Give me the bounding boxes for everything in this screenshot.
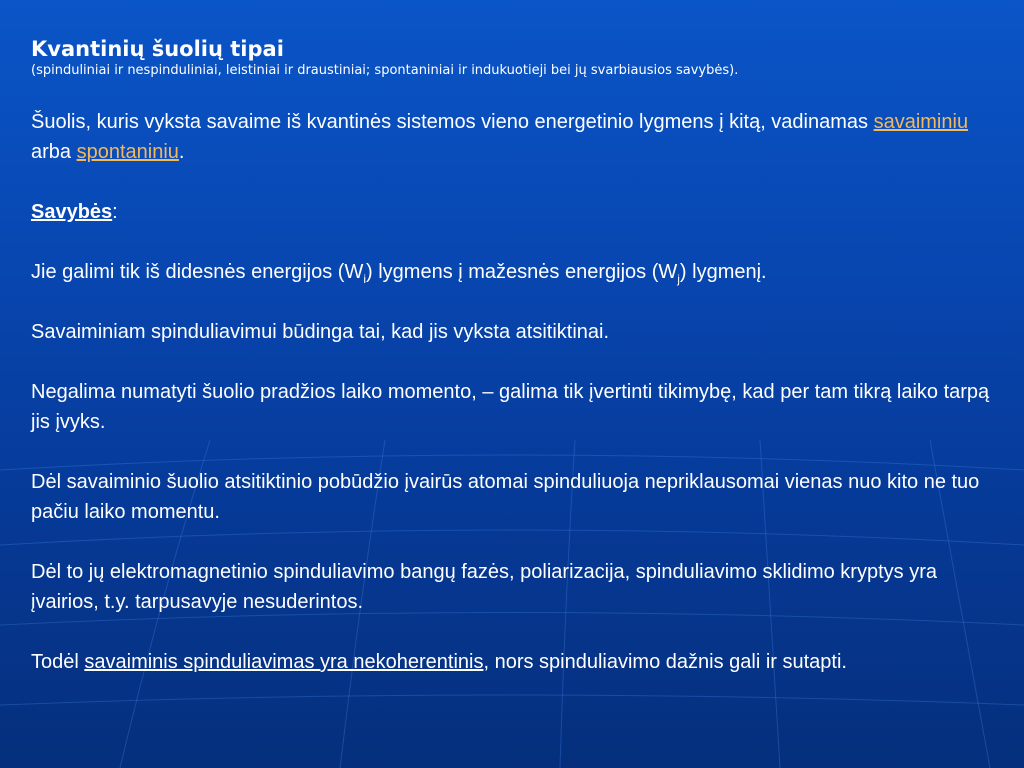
paragraph-atoms: Dėl savaiminio šuolio atsitiktinio pobūdžio įvairūs atomai spinduliuoja nepriklausomai vienas nuo kito ne tuo pačiu laiko momentu. <box>31 471 980 523</box>
paragraph-energy-levels <box>31 257 1001 287</box>
subscript-i: i <box>363 272 367 286</box>
intro-text-3: . <box>178 141 185 163</box>
subscript-j: j <box>677 272 680 286</box>
para-1-text-2: ) lygmens į mažesnės energijos (W <box>366 261 678 283</box>
properties-heading-colon: : <box>112 201 118 223</box>
intro-paragraph <box>31 107 1001 167</box>
intro-text-2: arba <box>31 141 77 163</box>
paragraph-random: Savaiminiam spinduliavimui būdinga tai, kad jis vyksta atsitiktinai. <box>31 321 610 343</box>
slide-title: Kvantinių šuolių tipai <box>31 37 284 61</box>
para-6-text-2: , nors spinduliavimo dažnis gali ir sutapti. <box>483 651 847 673</box>
paragraph-phases: Dėl to jų elektromagnetinio spinduliavimo bangų fazės, poliarizacija, spinduliavimo sklidimo kryptys yra įvairios, t.y. tarpusavyje nesuderintos. <box>31 561 937 613</box>
slide-subtitle: (spinduliniai ir nespinduliniai, leistiniai ir draustiniai; spontaniniai ir indukuotieji bei jų svarbiausios savybės). <box>31 63 739 78</box>
paragraph-probability: Negalima numatyti šuolio pradžios laiko momento, – galima tik įvertinti tikimybę, kad per tam tikrą laiko tarpą jis įvyks. <box>31 381 990 433</box>
para-6-underlined: savaiminis spinduliavimas yra nekoherentinis <box>84 651 484 673</box>
link-savaiminiu[interactable]: savaiminiu <box>873 111 969 133</box>
properties-heading-label: Savybės <box>31 201 113 223</box>
para-1-text-3: ) lygmenį. <box>679 261 767 283</box>
link-spontaniniu[interactable]: spontaniniu <box>76 141 179 163</box>
intro-text-1: Šuolis, kuris vyksta savaime iš kvantinės sistemos vieno energetinio lygmens į kitą, vadinamas <box>31 111 874 133</box>
paragraph-incoherent <box>31 647 1001 677</box>
para-1-text-1: Jie galimi tik iš didesnės energijos (W <box>31 261 364 283</box>
para-6-text-1: Todėl <box>31 651 85 673</box>
properties-heading <box>31 197 1001 227</box>
slide-content <box>31 36 1001 677</box>
